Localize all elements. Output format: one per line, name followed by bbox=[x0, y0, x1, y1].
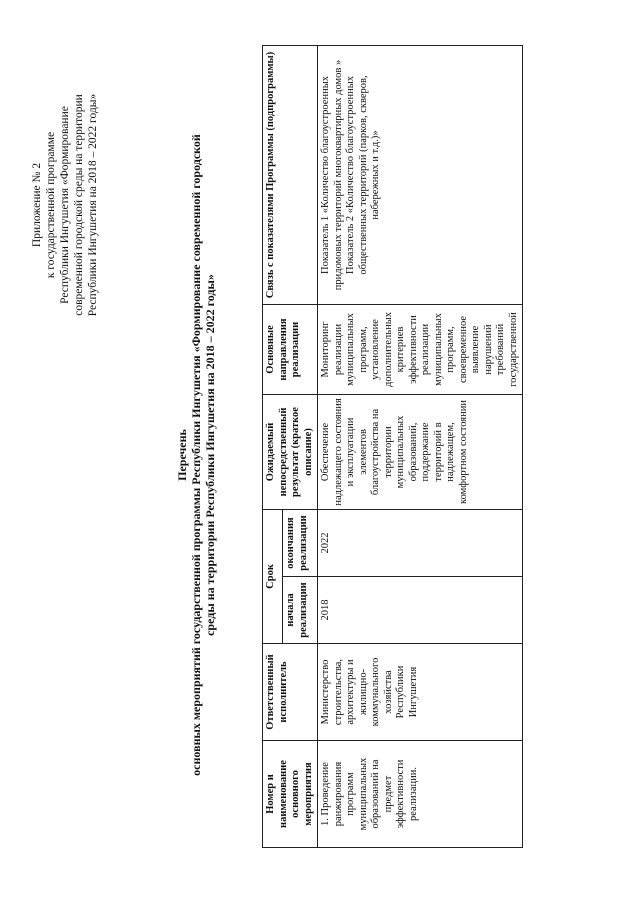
document-heading bbox=[175, 65, 217, 845]
heading-line: основных мероприятий государственной программы Республики Ингушетия «Формирование современной городской bbox=[189, 134, 203, 776]
cell-executor: Министерство строительства, архитектуры и жилищно-коммунального хозяйства Республики Ингушетия bbox=[318, 644, 523, 741]
appendix-note bbox=[30, 40, 100, 370]
col-header-end: окончания реализации bbox=[283, 509, 318, 576]
heading-title: Перечень bbox=[175, 429, 189, 481]
col-header-number-name: Номер и наименование основного мероприятия bbox=[263, 741, 318, 848]
appendix-line: современной городской среды на территории bbox=[73, 94, 85, 316]
col-header-directions: Основные направления реализации bbox=[263, 304, 318, 394]
appendix-line: Приложение № 2 bbox=[31, 162, 43, 248]
cell-link: Показатель 1 «Количество благоустроенных придомовых территорий многоквартирных домов » Показатель 2 «Количество благоустроенных общественных территорий (парков, скверов, набережных и т.д.)» bbox=[318, 45, 523, 304]
activities-table bbox=[262, 45, 523, 848]
cell-end: 2022 bbox=[318, 509, 523, 576]
cell-number-name: 1. Проведение ранжирования программ муниципальных образований на предмет эффективности реализации. bbox=[318, 741, 523, 848]
cell-result: Обеспечение надлежащего состояния и эксплуатации элементов благоустройства на территории муниципальных образований, поддержание территорий в надлежащем, комфортном состоянии bbox=[318, 394, 523, 509]
table-row bbox=[318, 45, 523, 847]
col-header-link: Связь с показателями Программы (подпрограммы) bbox=[263, 45, 318, 304]
col-header-result: Ожидаемый непосредственный результат (краткое описание) bbox=[263, 394, 318, 509]
heading-line: среды на территории Республики Ингушетия на 2018 – 2022 годы» bbox=[203, 274, 217, 636]
col-header-executor: Ответственный исполнитель bbox=[263, 644, 318, 741]
appendix-line: Республики Ингушетия на 2018 – 2022 годы» bbox=[87, 93, 99, 317]
col-header-term: Срок bbox=[263, 509, 283, 643]
col-header-start: начала реализации bbox=[283, 577, 318, 644]
table-header-row bbox=[263, 45, 283, 847]
cell-directions: Мониторинг реализации муниципальных программ, установление дополнительных критериев эффективности реализации муниципальных программ, своевременное выявление нарушений требований государственной bbox=[318, 304, 523, 394]
appendix-line: Республики Ингушетия «Формирование bbox=[59, 106, 71, 304]
appendix-line: к государственной программе bbox=[45, 131, 57, 279]
cell-start: 2018 bbox=[318, 577, 523, 644]
